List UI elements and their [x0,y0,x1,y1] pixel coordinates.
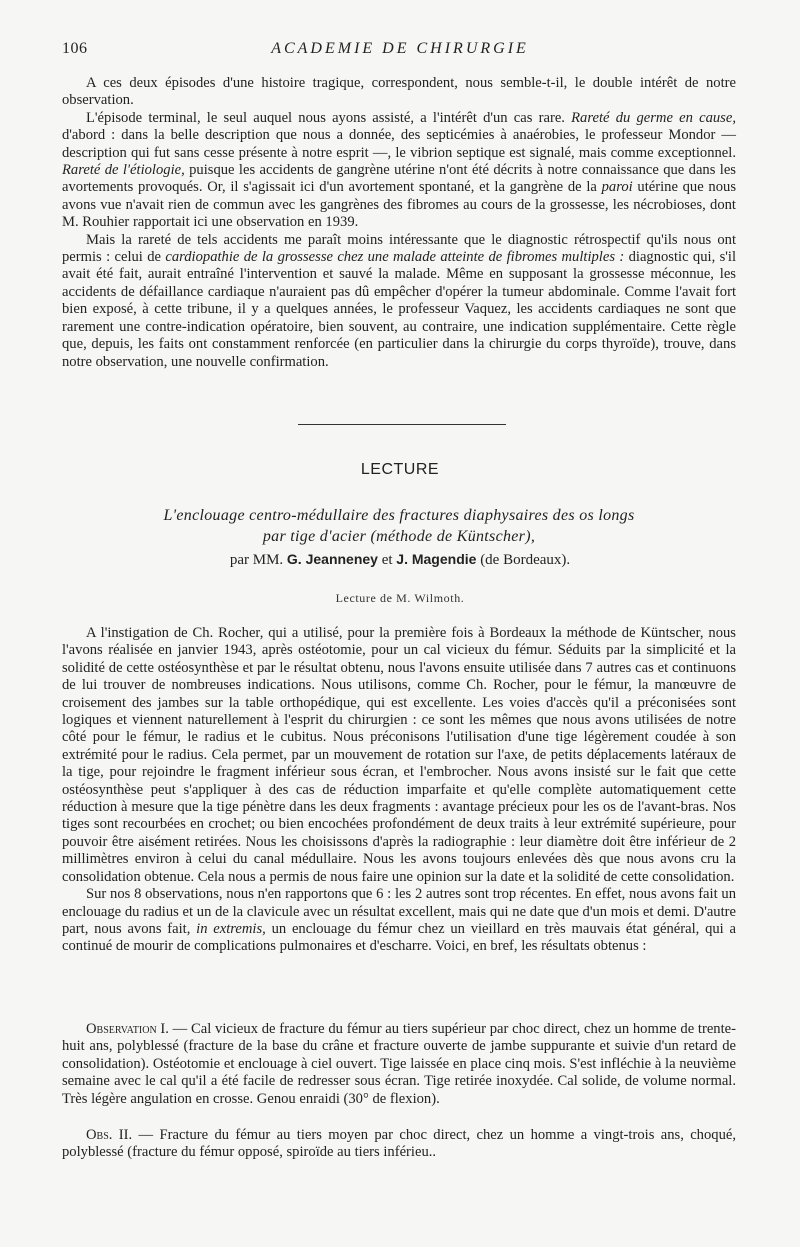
author-2: J. Magendie [396,551,477,567]
article-title [62,505,736,547]
observation-1 [62,1021,736,1108]
italic-text: cardiopathie de la grossesse chez une malade atteinte de fibromes multiples : [165,249,625,266]
italic-text: in extremis, [196,920,266,937]
italic-text: Rareté du germe en cause, [571,109,736,126]
authors-prefix: par MM. [229,552,287,568]
italic-text: Rareté de l'étiologie, [62,162,185,179]
authors-line [0,551,800,569]
paragraph [62,886,736,956]
observation-2 [62,1127,736,1162]
text-run: Mais la rareté de tels accidents me paraît moins intéressante que le diagnostic rétrospectif qu'ils nous ont permis : celui de [62,231,736,266]
italic-text: paroi [601,179,633,196]
text-run: A ces deux épisodes d'une histoire tragique, correspondent, nous semble-t-il, le double intérêt de notre observation. [62,75,736,109]
paragraph [62,75,736,110]
observation-2-label: Obs. II. [86,1127,133,1143]
page-number: 106 [62,40,88,57]
observation-2-text: — Fracture du fémur au tiers moyen par choc direct, chez un homme a vingt-trois ans, choqué, polyblessé (fracture du fémur opposé, spiroïde au tiers inférieu.. [62,1127,736,1161]
lecture-text [62,625,736,956]
article-title-line-1: L'enclouage centro-médullaire des fractures diaphysaires des os longs [163,507,635,524]
text-run: L'épisode terminal, le seul auquel nous ayons assisté, a l'intérêt d'un cas rare. [86,109,572,126]
paragraph [62,625,736,886]
authors-suffix: (de Bordeaux). [476,552,571,568]
text-run: utérine que nous avons vue n'avait rien de commun avec les gangrènes des fibromes au cours de la grossesse, les nécrobioses, dont M. Rouhier rapportait ici une observation en 1939. [62,179,736,231]
text-run: Sur nos 8 observations, nous n'en rapportons que 6 : les 2 autres sont trop récentes. En effet, nous avons fait un enclouage du radius et un de la clavicule avec un résultat excellent, mais qui ne date que d'un mois et demi. D'autre part, nous avons fait, [62,886,736,937]
reader-line: Lecture de M. Wilmoth. [335,591,465,605]
observation-1-label: Observation I. [86,1021,169,1037]
text-run: diagnostic qui, s'il avait été fait, aurait entraîné l'intervention et sauvé la malade. Même en supposant la grossesse méconnue, les accidents de défaillance cardiaque n'auraient pas dû empêcher d'opérer la tumeur abdominale. Comme l'avait fort bien exposé, à cette tribune, il y a quelques années, le professeur Vaquez, les accidents cardiaques ne sont que rarement une contre-indication opératoire, bien souvent, au contraire, une indication supplémentaire. Cette règle que, depuis, les faits ont constamment renforcée (en particulier dans la chirurgie du corps thyroïde), trouve, dans notre observation, une nouvelle confirmation. [62,249,736,370]
text-run: puisque les accidents de gangrène utérine n'ont été décrits à notre connaissance que dans les avortements provoqués. Or, il s'agissait ici d'un avortement spontané, et la gangrène de la [62,162,736,196]
authors-mid: et [377,552,397,568]
section-divider [298,424,506,425]
article-title-line-2: par tige d'acier (méthode de Küntscher), [262,528,536,545]
paragraph [62,232,736,371]
paragraph [62,110,736,232]
section-heading: LECTURE [360,461,440,478]
observation-1-text: — Cal vicieux de fracture du fémur au tiers supérieur par choc direct, chez un homme de trente-huit ans, polyblessé (fracture de la base du crâne et fracture ouverte de jambe suppurante et suivie d'un retard de consolidation). Ostéotomie et enclouage à ciel ouvert. Tige laissée en place cinq mois. S'est infléchie à la neuvième semaine avec le cal qu'il a été facile de redresser sous écran. Tige retirée inoxydée. Cal solide, de volume normal. Très légère angulation en crosse. Genou enraidi (30° de flexion). [62,1021,736,1107]
text-run: A l'instigation de Ch. Rocher, qui a utilisé, pour la première fois à Bordeaux la méthode de Küntscher, nous l'avons réalisée en janvier 1943, après ostéotomie, pour un cal vicieux du fémur. Séduits par la simplicité et la solidité de cette ostéosynthèse et par le résultat obtenu, nous l'avons ensuite utilisée dans 7 autres cas et continuons de lui trouver de nombreuses indications. Nous utilisons, comme Ch. Rocher, pour le fémur, la manœuvre de croisement des jambes sur la table orthopédique, qui est excellente. Les voies d'accès qu'il a préconisées sont logiques et viennent naturellement à l'esprit du chirurgien : ce sont les mêmes que nous avons utilisées de notre côté pour le fémur, le radius et le cubitus. Nous préconisons l'utilisation d'une tige légèrement coudée à son extrémité pour le radius. Cela permet, par un mouvement de rotation sur l'axe, de petits déplacements latéraux de la tige, pour rejoindre le fragment inférieur sous écran, et l'embrocher. Nous avons insisté sur le fait que cette ostéosynthèse peut s'appliquer à des cas de réduction imparfaite et qu'elle complète automatiquement cette réduction à mesure que la tige pénètre dans les deux fragments : avantage précieux pour les os de l'avant-bras. Nos tiges sont recourbées en crochet; ou bien encochées profondément de deux traits à leur extrémité supérieure, pour pouvoir être aisément retirées. Nous les choisissons d'après la radiographie : leur diamètre doit être inférieur de 2 millimètres environ à celui du canal médullaire. Nous les avons toujours enlevées dès que nous avons cru la consolidation obtenue. Cela nous a permis de nous faire une opinion sur la date et la solidité de cette consolidation. [62,625,736,885]
running-head: ACADEMIE DE CHIRURGIE [271,40,529,57]
text-run: d'abord : dans la belle description que nous a donnée, des septicémies à anaérobies, le professeur Mondor — description qui fut sans cesse présente à notre esprit —, le vibrion septique est signalé, mais comme exceptionnel. [62,127,736,161]
intro-text [62,75,736,371]
text-run: un enclouage du fémur chez un vieillard en très mauvais état général, qui a continué de mourir de complications pulmonaires et d'escharre. Voici, en bref, les résultats obtenus : [62,920,736,955]
author-1: G. Jeanneney [286,551,378,567]
